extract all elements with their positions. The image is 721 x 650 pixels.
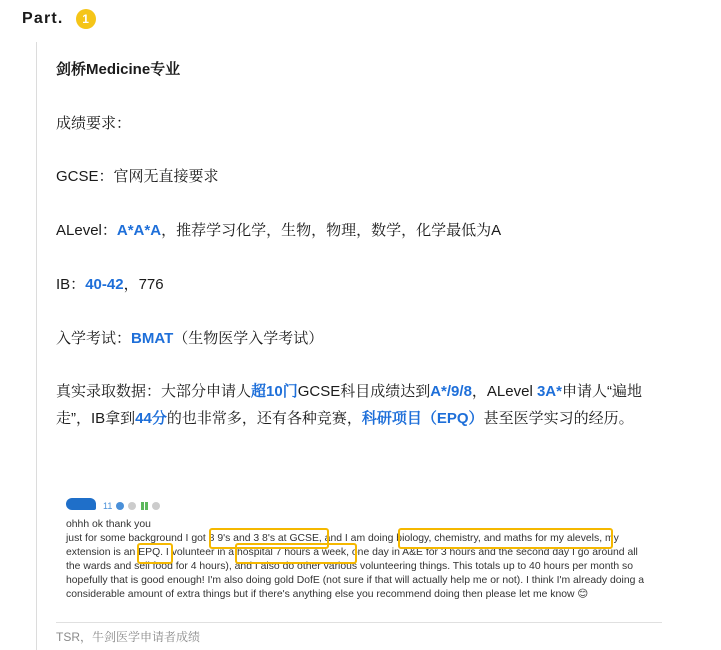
gcse-requirement: GCSE：官网无直接要求 (56, 168, 219, 185)
alevel-value: A*A*A (116, 222, 162, 239)
grades-heading: 成绩要求： (56, 115, 132, 132)
admissions-text: 申请人“遍地走”，IB拿到 (56, 383, 642, 427)
admissions-text: 真实录取数据：大部分申请人 (56, 383, 252, 400)
admissions-highlight: 科研项目（EPQ） (361, 410, 484, 427)
admissions-highlight: 44分 (135, 410, 167, 427)
admissions-text: 甚至医学实习的经历。 (483, 410, 634, 427)
exam-value: BMAT (131, 330, 174, 347)
post-meta (103, 501, 160, 511)
part-number-badge: 1 (76, 9, 96, 29)
divider (56, 622, 662, 623)
article-content (36, 42, 685, 650)
exam-label: 入学考试： (56, 330, 132, 347)
admissions-highlight: A*/9/8 (430, 383, 472, 400)
part-label: Part. (22, 10, 64, 27)
rep-bars-icon (140, 502, 148, 510)
exam-note: （生物医学入学考试） (173, 330, 324, 347)
post-line: just for some background I got 8 9's and 3 8's at GCSE, and I am doing biology, chemistry, and maths for my alevels, my (66, 533, 619, 544)
alevel-label: ALevel： (56, 222, 117, 239)
post-line: hopefully that is good enough! I'm also doing gold DofE (not sure if that will actually help me or not). I think I'm already doing a (66, 575, 645, 586)
highlight-epq (137, 543, 173, 564)
post-line: considerable amount of extra things but if there's anything else you recommend doing then please let me know 😊 (66, 589, 589, 600)
user-avatar-icon (66, 498, 96, 510)
section-title: 剑桥Medicine专业 (56, 61, 181, 78)
forum-screenshot (56, 496, 662, 623)
highlight-alevels (398, 528, 613, 549)
post-line: the wards and sell food for 4 hours), and I also do other various volunteering things. This totals up to 40 hours per month so (66, 561, 634, 572)
help-icon (152, 502, 160, 510)
image-caption: TSR，牛剑医学申请者成绩 (56, 630, 201, 644)
entrance-exam (56, 325, 323, 352)
ib-value: 40-42 (85, 276, 124, 293)
admissions-text: GCSE科目成绩达到 (297, 383, 431, 400)
admissions-highlight: 超10门 (251, 383, 298, 400)
reputation-count: 11 (103, 501, 113, 511)
badge-icon (116, 502, 124, 510)
highlight-hospital (235, 543, 357, 564)
ib-note: ，776 (123, 276, 164, 293)
alevel-note: ，推荐学习化学，生物，物理，数学，化学最低为A (161, 222, 502, 239)
part-header (22, 9, 96, 29)
post-line: ohhh ok thank you (66, 519, 151, 530)
post-line: extension is an EPQ. I volunteer in a hospital 7 hours a week, one day in A&E for 3 hours and the second day I go around all (66, 547, 638, 558)
admissions-text: ，ALevel (471, 383, 537, 400)
ib-requirement (56, 271, 164, 298)
alevel-requirement (56, 217, 501, 244)
ib-label: IB： (56, 276, 86, 293)
admissions-data (56, 378, 668, 432)
admissions-highlight: 3A* (536, 383, 562, 400)
admissions-text: 的也非常多，还有各种竞赛， (166, 410, 362, 427)
info-icon (128, 502, 136, 510)
